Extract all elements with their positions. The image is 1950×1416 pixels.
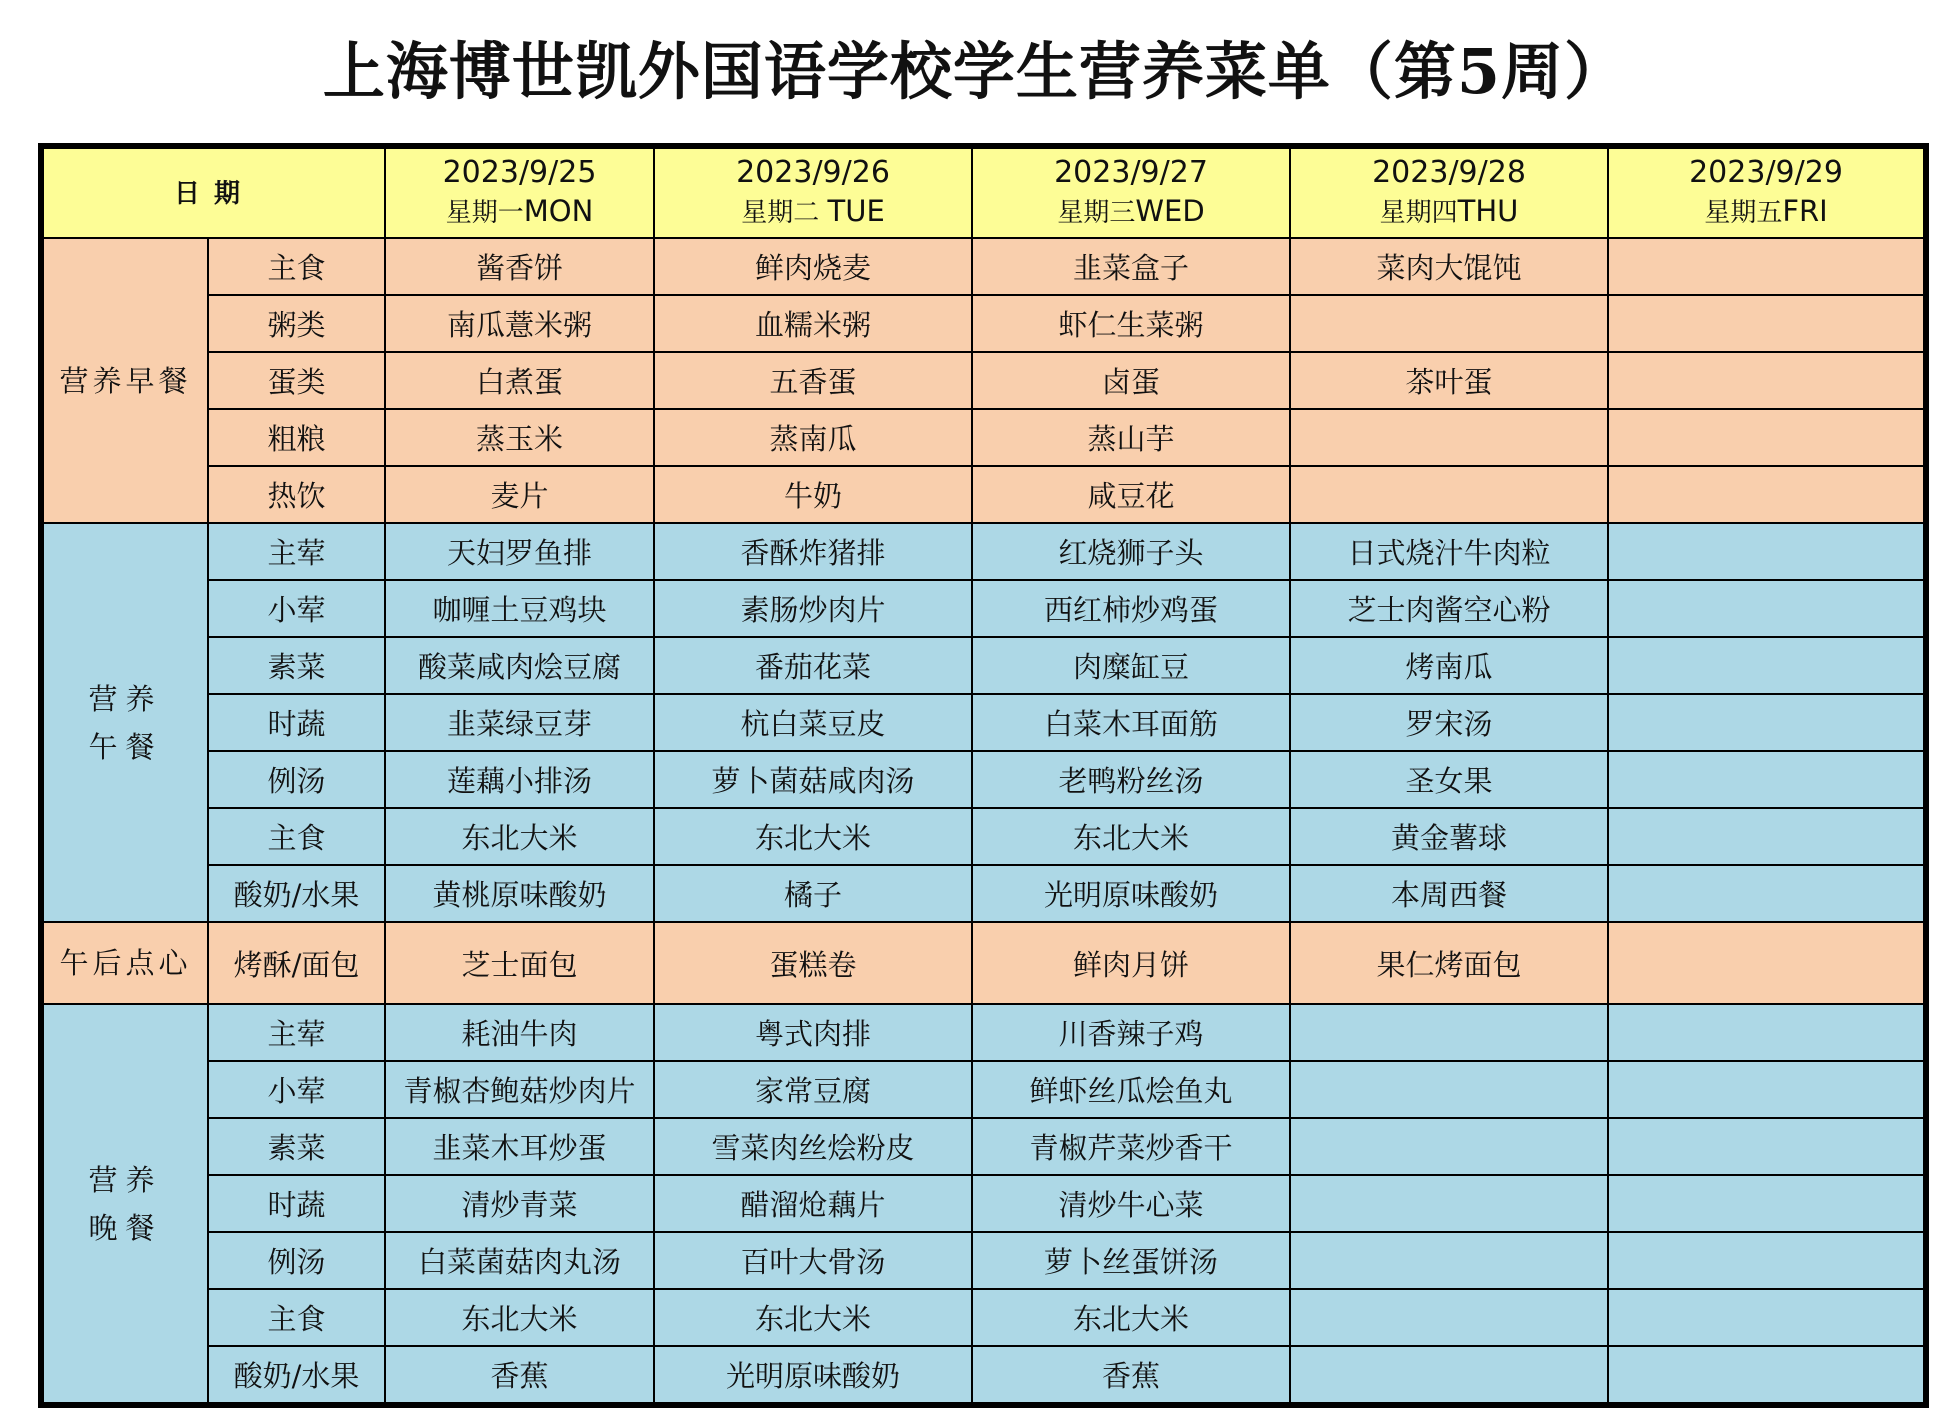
dinner-row: [41, 1346, 1926, 1405]
category-cell: 烤酥/面包: [208, 922, 385, 1004]
day-date: 2023/9/29: [1689, 155, 1843, 190]
dish-cell: [1608, 1289, 1926, 1346]
day-en: TUE: [827, 194, 885, 228]
category-cell: 酸奶/水果: [208, 1346, 385, 1405]
dish-cell: 果仁烤面包: [1290, 922, 1608, 1004]
menu-table: [38, 143, 1929, 1408]
dish-cell: 川香辣子鸡: [972, 1004, 1290, 1061]
dish-cell: 清炒牛心菜: [972, 1175, 1290, 1232]
dish-cell: 芝士肉酱空心粉: [1290, 580, 1608, 637]
dish-cell: 光明原味酸奶: [654, 1346, 972, 1405]
day-date: 2023/9/28: [1372, 155, 1526, 190]
snack-label: 午后点心: [59, 946, 192, 980]
category-cell: 例汤: [208, 1232, 385, 1289]
breakfast-row: [41, 409, 1926, 466]
dish-cell: [1608, 1004, 1926, 1061]
dish-cell: 韭菜盒子: [972, 238, 1290, 295]
dish-cell: [1608, 694, 1926, 751]
dish-cell: 天妇罗鱼排: [385, 523, 654, 580]
lunch-row: [41, 694, 1926, 751]
dish-cell: 东北大米: [654, 1289, 972, 1346]
dish-cell: [1290, 1175, 1608, 1232]
category-cell: 主食: [208, 808, 385, 865]
day-date: 2023/9/27: [1054, 155, 1208, 190]
day-header-mon: [385, 146, 654, 238]
dish-cell: 西红柿炒鸡蛋: [972, 580, 1290, 637]
dinner-row: [41, 1118, 1926, 1175]
dish-cell: [1608, 1061, 1926, 1118]
snack-label-cell: [41, 922, 208, 1004]
dish-cell: 肉糜缸豆: [972, 637, 1290, 694]
category-cell: 蛋类: [208, 352, 385, 409]
dish-cell: 白煮蛋: [385, 352, 654, 409]
dish-cell: 鲜虾丝瓜烩鱼丸: [972, 1061, 1290, 1118]
dish-cell: [1608, 808, 1926, 865]
dish-cell: 蛋糕卷: [654, 922, 972, 1004]
dish-cell: 青椒杏鲍菇炒肉片: [385, 1061, 654, 1118]
dish-cell: 鲜肉月饼: [972, 922, 1290, 1004]
dinner-row: [41, 1004, 1926, 1061]
dish-cell: 酱香饼: [385, 238, 654, 295]
breakfast-row: [41, 352, 1926, 409]
dish-cell: 蒸南瓜: [654, 409, 972, 466]
page-title: 上海博世凯外国语学校学生营养菜单（第5周）: [322, 35, 1628, 108]
dish-cell: [1608, 922, 1926, 1004]
dish-cell: 百叶大骨汤: [654, 1232, 972, 1289]
dish-cell: 东北大米: [654, 808, 972, 865]
dish-cell: 茶叶蛋: [1290, 352, 1608, 409]
dish-cell: 白菜木耳面筋: [972, 694, 1290, 751]
category-cell: 热饮: [208, 466, 385, 523]
lunch-row: [41, 751, 1926, 808]
dish-cell: 番茄花菜: [654, 637, 972, 694]
day-weekday: 星期二: [741, 198, 828, 228]
day-header-tue: [654, 146, 972, 238]
snack-row: [41, 922, 1926, 1004]
breakfast-label-cell: [41, 238, 208, 523]
day-date: 2023/9/25: [442, 155, 597, 190]
dish-cell: 橘子: [654, 865, 972, 922]
day-header-fri: [1608, 146, 1926, 238]
dish-cell: 酸菜咸肉烩豆腐: [385, 637, 654, 694]
breakfast-row: [41, 466, 1926, 523]
dish-cell: 东北大米: [385, 1289, 654, 1346]
category-cell: 主荤: [208, 1004, 385, 1061]
category-cell: 小荤: [208, 1061, 385, 1118]
category-cell: 小荤: [208, 580, 385, 637]
dish-cell: 鲜肉烧麦: [654, 238, 972, 295]
dish-cell: [1608, 409, 1926, 466]
category-cell: 素菜: [208, 637, 385, 694]
category-cell: 主食: [208, 238, 385, 295]
dish-cell: 杭白菜豆皮: [654, 694, 972, 751]
dish-cell: 青椒芹菜炒香干: [972, 1118, 1290, 1175]
dinner-row: [41, 1175, 1926, 1232]
dish-cell: 韭菜绿豆芽: [385, 694, 654, 751]
dish-cell: [1608, 466, 1926, 523]
dish-cell: [1608, 352, 1926, 409]
dish-cell: 烤南瓜: [1290, 637, 1608, 694]
dish-cell: 日式烧汁牛肉粒: [1290, 523, 1608, 580]
dish-cell: [1608, 238, 1926, 295]
dish-cell: 雪菜肉丝烩粉皮: [654, 1118, 972, 1175]
dish-cell: [1290, 466, 1608, 523]
dish-cell: 黄金薯球: [1290, 808, 1608, 865]
dish-cell: [1290, 1004, 1608, 1061]
dish-cell: 东北大米: [385, 808, 654, 865]
category-cell: 酸奶/水果: [208, 865, 385, 922]
dish-cell: 清炒青菜: [385, 1175, 654, 1232]
dish-cell: 虾仁生菜粥: [972, 295, 1290, 352]
category-cell: 素菜: [208, 1118, 385, 1175]
header-row: [41, 146, 1926, 238]
day-en: WED: [1135, 194, 1205, 228]
dinner-label-cell: [41, 1004, 208, 1405]
dish-cell: [1290, 1061, 1608, 1118]
day-weekday: 星期五: [1704, 198, 1783, 228]
dish-cell: [1290, 1289, 1608, 1346]
category-cell: 主食: [208, 1289, 385, 1346]
dish-cell: 菜肉大馄饨: [1290, 238, 1608, 295]
day-header-wed: [972, 146, 1290, 238]
dish-cell: 醋溜炝藕片: [654, 1175, 972, 1232]
dish-cell: [1608, 1232, 1926, 1289]
dish-cell: [1290, 1346, 1608, 1405]
dish-cell: [1608, 865, 1926, 922]
dish-cell: 麦片: [385, 466, 654, 523]
dish-cell: [1290, 409, 1608, 466]
dish-cell: 莲藕小排汤: [385, 751, 654, 808]
dish-cell: 黄桃原味酸奶: [385, 865, 654, 922]
date-label-cell: [41, 146, 385, 238]
dish-cell: [1608, 523, 1926, 580]
dish-cell: 血糯米粥: [654, 295, 972, 352]
day-weekday: 星期四: [1379, 198, 1458, 228]
dish-cell: 南瓜薏米粥: [385, 295, 654, 352]
dish-cell: 红烧狮子头: [972, 523, 1290, 580]
date-label: 日期: [174, 179, 255, 209]
dish-cell: 萝卜丝蛋饼汤: [972, 1232, 1290, 1289]
dish-cell: 蒸玉米: [385, 409, 654, 466]
dish-cell: [1608, 1346, 1926, 1405]
lunch-row: [41, 865, 1926, 922]
dish-cell: 香蕉: [385, 1346, 654, 1405]
category-cell: 粥类: [208, 295, 385, 352]
dish-cell: 素肠炒肉片: [654, 580, 972, 637]
dinner-row: [41, 1232, 1926, 1289]
dish-cell: [1290, 1232, 1608, 1289]
dish-cell: 芝士面包: [385, 922, 654, 1004]
lunch-row: [41, 637, 1926, 694]
dinner-row: [41, 1061, 1926, 1118]
dish-cell: 粤式肉排: [654, 1004, 972, 1061]
dish-cell: 咸豆花: [972, 466, 1290, 523]
dish-cell: 光明原味酸奶: [972, 865, 1290, 922]
dish-cell: 五香蛋: [654, 352, 972, 409]
dish-cell: 牛奶: [654, 466, 972, 523]
lunch-row: [41, 580, 1926, 637]
lunch-label: 午餐: [88, 729, 163, 764]
dish-cell: 东北大米: [972, 1289, 1290, 1346]
dish-cell: [1608, 751, 1926, 808]
lunch-row: [41, 523, 1926, 580]
dish-cell: [1290, 295, 1608, 352]
dish-cell: 香酥炸猪排: [654, 523, 972, 580]
category-cell: 主荤: [208, 523, 385, 580]
day-date: 2023/9/26: [736, 155, 890, 190]
dish-cell: 本周西餐: [1290, 865, 1608, 922]
category-cell: 粗粮: [208, 409, 385, 466]
day-header-thu: [1290, 146, 1608, 238]
dish-cell: 卤蛋: [972, 352, 1290, 409]
dish-cell: 罗宋汤: [1290, 694, 1608, 751]
dish-cell: [1608, 1175, 1926, 1232]
day-en: MON: [523, 194, 594, 228]
dinner-label: 营养: [88, 1162, 163, 1197]
day-en: THU: [1457, 194, 1519, 228]
dish-cell: 圣女果: [1290, 751, 1608, 808]
dish-cell: [1290, 1118, 1608, 1175]
dish-cell: 家常豆腐: [654, 1061, 972, 1118]
day-en: FRI: [1782, 194, 1828, 228]
dish-cell: 蒸山芋: [972, 409, 1290, 466]
lunch-label-cell: [41, 523, 208, 922]
dinner-row: [41, 1289, 1926, 1346]
dinner-label: 晚餐: [88, 1210, 163, 1245]
dish-cell: 萝卜菌菇咸肉汤: [654, 751, 972, 808]
dish-cell: 耗油牛肉: [385, 1004, 654, 1061]
breakfast-label: 营养早餐: [59, 363, 192, 398]
category-cell: 时蔬: [208, 1175, 385, 1232]
dish-cell: [1608, 637, 1926, 694]
dish-cell: 香蕉: [972, 1346, 1290, 1405]
dish-cell: 咖喱土豆鸡块: [385, 580, 654, 637]
dish-cell: [1608, 1118, 1926, 1175]
lunch-label: 营养: [88, 681, 163, 716]
breakfast-row: [41, 295, 1926, 352]
day-weekday: 星期一: [445, 198, 524, 228]
lunch-row: [41, 808, 1926, 865]
dish-cell: 韭菜木耳炒蛋: [385, 1118, 654, 1175]
dish-cell: 东北大米: [972, 808, 1290, 865]
dish-cell: [1608, 580, 1926, 637]
dish-cell: [1608, 295, 1926, 352]
day-weekday: 星期三: [1057, 198, 1136, 228]
dish-cell: 老鸭粉丝汤: [972, 751, 1290, 808]
dish-cell: 白菜菌菇肉丸汤: [385, 1232, 654, 1289]
category-cell: 时蔬: [208, 694, 385, 751]
category-cell: 例汤: [208, 751, 385, 808]
breakfast-row: [41, 238, 1926, 295]
